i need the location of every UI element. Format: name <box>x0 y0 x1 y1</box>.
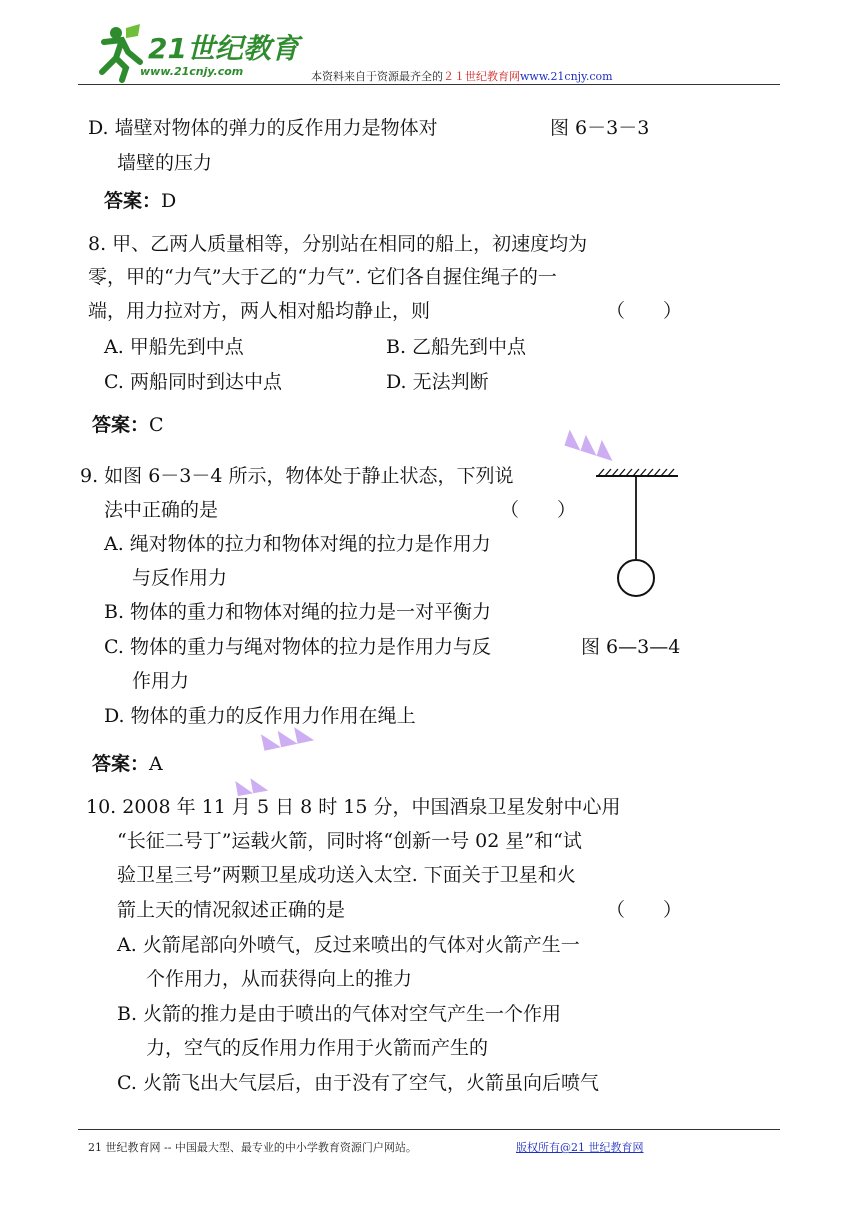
q9-option-c-line2: 作用力 <box>132 670 190 692</box>
q10-stem-line1: 10. 2008 年 11 月 5 日 8 时 15 分，中国酒泉卫星发射中心用 <box>86 796 621 818</box>
q8-option-b: B. 乙船先到中点 <box>386 336 527 358</box>
q10-option-a-line2: 个作用力，从而获得向上的推力 <box>146 968 413 990</box>
logo-text: 21世纪教育 <box>148 32 299 65</box>
q9-answer-value: A <box>149 753 163 775</box>
q8-answer-label: 答案： <box>92 414 150 436</box>
q9-answer-blank: （ ） <box>500 499 577 521</box>
q8-stem-line3: 端，用力拉对方，两人相对船均静止，则 <box>88 300 431 322</box>
q8-option-c: C. 两船同时到达中点 <box>104 371 282 393</box>
watermark-fragment: ◣◣◣ <box>259 718 315 755</box>
figure-6-3-4-pendulum <box>594 466 680 604</box>
header-divider <box>78 84 780 85</box>
q8-stem-line1: 8. 甲、乙两人质量相等，分别站在相同的船上，初速度均为 <box>88 233 588 255</box>
q7-answer <box>104 186 176 213</box>
q7-answer-label: 答案： <box>104 190 162 212</box>
q10-stem-line2: “长征二号丁”运载火箭，同时将“创新一号 02 星”和“试 <box>117 830 582 852</box>
q9-option-b: B. 物体的重力和物体对绳的拉力是一对平衡力 <box>104 601 492 623</box>
watermark-fragment: ◣◣ <box>234 769 269 799</box>
q10-stem-line4: 箭上天的情况叙述正确的是 <box>117 899 346 921</box>
q8-answer-blank: （ ） <box>606 300 683 322</box>
header-notice <box>311 68 613 84</box>
q10-option-b-line1: B. 火箭的推力是由于喷出的气体对空气产生一个作用 <box>117 1003 562 1025</box>
watermark-fragment: ◣◣◣ <box>563 424 620 465</box>
q7-answer-value: D <box>161 190 177 212</box>
q8-option-a: A. 甲船先到中点 <box>104 336 244 358</box>
q7-figure-label: 图 6－3－3 <box>550 117 650 139</box>
logo-flag <box>126 24 140 38</box>
q10-answer-blank: （ ） <box>606 899 683 921</box>
q10-option-a-line1: A. 火箭尾部向外喷气，反过来喷出的气体对火箭产生一 <box>117 934 580 956</box>
q10-option-c-line1: C. 火箭飞出大气层后，由于没有了空气，火箭虽向后喷气 <box>117 1072 599 1094</box>
q9-option-a-line1: A. 绳对物体的拉力和物体对绳的拉力是作用力 <box>104 533 491 555</box>
q8-answer <box>92 410 164 437</box>
q8-option-d: D. 无法判断 <box>386 371 489 393</box>
header-notice-prefix: 本资料来自于资源最齐全的 <box>311 70 443 83</box>
q8-stem-line2: 零，甲的“力气”大于乙的“力气”. 它们各自握住绳子的一 <box>88 266 557 288</box>
q7-option-d-line2: 墙壁的压力 <box>117 152 213 174</box>
ball-object <box>618 560 654 596</box>
q9-answer <box>92 749 163 776</box>
footer-copyright-text[interactable]: 版权所有@21 世纪教育网 <box>516 1141 644 1154</box>
q7-option-d-line1: D. 墙壁对物体的弹力的反作用力是物体对 <box>88 117 438 139</box>
footer-divider <box>78 1129 780 1130</box>
q10-stem-line3: 验卫星三号”两颗卫星成功送入太空. 下面关于卫星和火 <box>117 864 576 886</box>
logo-url: www.21cnjy.com <box>140 65 244 78</box>
q9-option-c-line1: C. 物体的重力与绳对物体的拉力是作用力与反 <box>104 636 491 658</box>
q9-stem-line1: 9. 如图 6－3－4 所示，物体处于静止状态，下列说 <box>80 465 514 487</box>
q9-option-d: D. 物体的重力的反作用力作用在绳上 <box>104 705 416 727</box>
q10-option-b-line2: 力，空气的反作用力作用于火箭而产生的 <box>146 1037 489 1059</box>
q9-option-a-line2: 与反作用力 <box>132 567 228 589</box>
q9-stem-line2: 法中正确的是 <box>104 499 219 521</box>
ceiling-hatch <box>598 469 674 476</box>
header-notice-link[interactable]: www.21cnjy.com <box>520 70 613 83</box>
q9-figure-label: 图 6—3—4 <box>581 636 681 658</box>
q8-answer-value: C <box>149 414 164 436</box>
logo-figure-body <box>102 40 140 80</box>
site-logo <box>82 22 299 84</box>
footer-copyright-link[interactable] <box>516 1139 644 1155</box>
q9-answer-label: 答案： <box>92 753 150 775</box>
header-notice-site[interactable]: ２１世纪教育网 <box>443 70 520 83</box>
footer-left: 21 世纪教育网 -- 中国最大型、最专业的中小学教育资源门户网站。 <box>88 1141 417 1154</box>
